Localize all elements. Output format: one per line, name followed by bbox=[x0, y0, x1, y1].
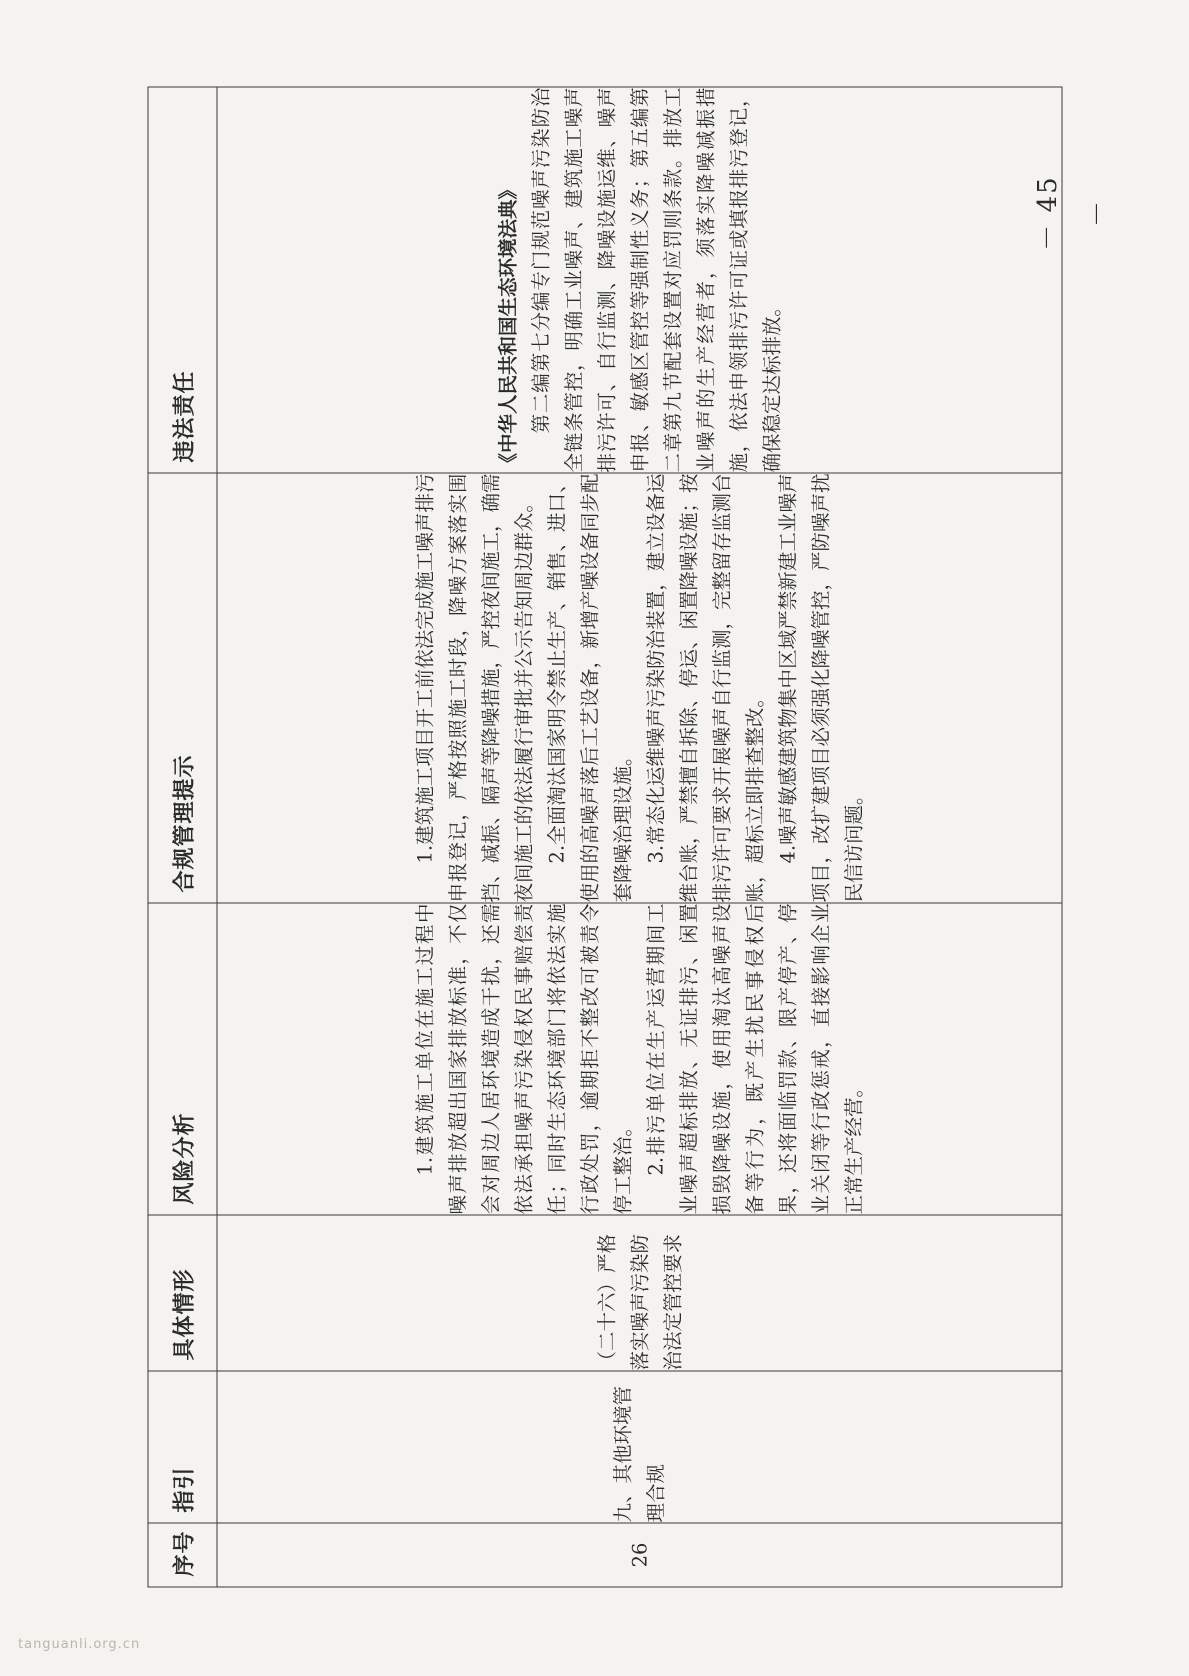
header-tips: 合规管理提示 bbox=[148, 473, 217, 903]
cell-case: （二十六）严格落实噪声污染防治法定管控要求 bbox=[217, 1215, 1062, 1371]
header-guide: 指引 bbox=[148, 1371, 217, 1523]
rotated-table-wrapper bbox=[148, 88, 1063, 1588]
cell-risk bbox=[217, 903, 1062, 1215]
tips-paragraph-2: 2.全面淘汰国家明令禁止生产、销售、进口、使用的高噪声落后工艺设备，新增产噪设备同步配套降噪治理设施。 bbox=[545, 473, 635, 903]
cell-tips bbox=[217, 473, 1062, 903]
tips-paragraph-1: 1.建筑施工项目开工前依法完成施工噪声排污申报登记，严格按照施工时段，降噪方案落实围挡、减振、隔声等降噪措施，严控夜间施工，确需夜间施工的依法履行审批并公示告知周边群众。 bbox=[413, 473, 536, 903]
tips-paragraph-4: 4.噪声敏感建筑物集中区域严禁新建工业噪声项目，改扩建项目必须强化降噪管控，严防噪声扰民信访问题。 bbox=[776, 473, 866, 903]
compliance-table bbox=[148, 87, 1063, 1588]
table-row bbox=[217, 87, 1062, 1587]
cell-guide: 九、其他环境管理合规 bbox=[217, 1371, 1062, 1523]
header-no: 序号 bbox=[148, 1523, 217, 1587]
risk-paragraph-2: 2.排污单位在生产运营期间工业噪声超标排放、无证排污、闲置损毁降噪设施，使用淘汰高噪声设备等行为，既产生扰民事侵权后果，还将面临罚款、限产停产、停业关闭等行政惩戒，直接影响企业正常生产经营。 bbox=[644, 903, 866, 1215]
law-paragraph-1: 第二编第七分编专门规范噪声污染防治全链条管控，明确工业噪声、建筑施工噪声排污许可、自行监测、降噪设施运维、噪声申报、敏感区管控等强制性义务；第五编第二章第九节配套设置对应罚则条款。排放工业噪声的生产经营者，须落实降噪减振措施，依法申领排污许可证或填报排污登记，确保稳定达标排放。 bbox=[529, 87, 783, 473]
cell-no: 26 bbox=[217, 1523, 1062, 1587]
risk-paragraph-1: 1.建筑施工单位在施工过程中噪声排放超出国家排放标准，不仅会对周边人居环境造成干扰，还需依法承担噪声污染侵权民事赔偿责任；同时生态环境部门将依法实施行政处罚，逾期拒不整改可被责令停工整治。 bbox=[413, 903, 635, 1215]
header-case: 具体情形 bbox=[148, 1215, 217, 1371]
watermark: tanguanli.org.cn bbox=[18, 1637, 141, 1652]
page-number: － 45 － bbox=[1033, 175, 1113, 251]
law-title: 《中华人民共和国生态环境法典》 bbox=[496, 179, 519, 473]
header-risk: 风险分析 bbox=[148, 903, 217, 1215]
cell-law bbox=[217, 87, 1062, 473]
tips-paragraph-3: 3.常态化运维噪声污染防治装置，建立设备运维台账，严禁擅自拆除、停运、闲置降噪设施；按排污许可要求开展噪声自行监测，完整留存监测台账，超标立即排查整改。 bbox=[644, 473, 767, 903]
header-law: 违法责任 bbox=[148, 87, 217, 473]
header-row bbox=[148, 87, 217, 1587]
